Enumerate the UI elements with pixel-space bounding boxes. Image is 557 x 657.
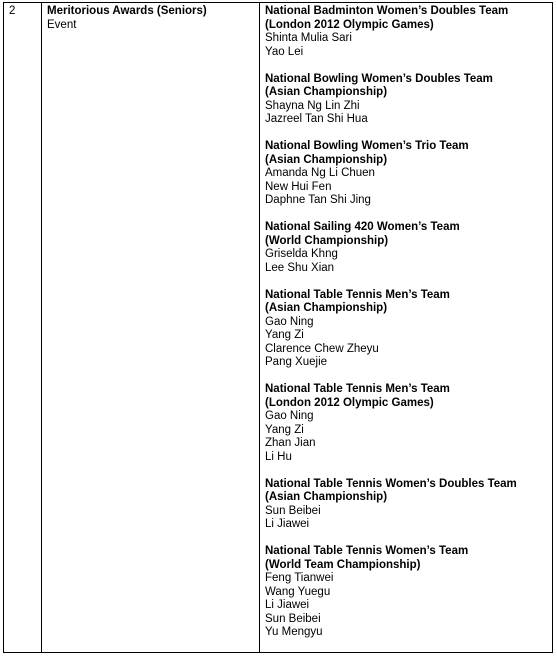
team-entry xyxy=(265,221,547,275)
team-member: Yang Zi xyxy=(265,329,304,341)
awards-table xyxy=(3,2,553,653)
team-event: (World Team Championship) xyxy=(265,558,421,571)
team-entry xyxy=(265,545,547,640)
team-title: National Table Tennis Women’s Team xyxy=(265,545,469,557)
team-event: (Asian Championship) xyxy=(265,302,388,314)
team-entry xyxy=(265,478,547,532)
team-title: National Table Tennis Men’s Team xyxy=(265,288,450,301)
team-member: Li Jiawei xyxy=(265,599,310,611)
team-member: Clarence Chew Zheyu xyxy=(265,342,379,355)
team-member: Gao Ning xyxy=(265,410,314,422)
team-title: National Bowling Women’s Trio Team xyxy=(265,140,469,152)
team-member: Shayna Ng Lin Zhi xyxy=(265,99,360,112)
team-entry xyxy=(265,5,547,59)
team-event: (Asian Championship) xyxy=(265,153,388,166)
team-title: National Badminton Women’s Doubles Team xyxy=(265,5,509,17)
team-entry xyxy=(265,140,547,208)
team-member: Pang Xuejie xyxy=(265,356,328,368)
team-member: Zhan Jian xyxy=(265,437,316,449)
team-member: Lee Shu Xian xyxy=(265,261,335,274)
team-member: Shinta Mulia Sari xyxy=(265,32,352,44)
team-member: Li Jiawei xyxy=(265,518,310,530)
team-member: Feng Tianwei xyxy=(265,572,334,584)
team-member: Amanda Ng Li Chuen xyxy=(265,167,375,179)
row-number-cell xyxy=(4,3,42,653)
team-entry xyxy=(265,73,547,127)
team-title: National Table Tennis Women’s Doubles Team xyxy=(265,477,517,490)
teams-cell xyxy=(260,3,553,653)
team-event: (World Championship) xyxy=(265,234,389,247)
team-event: (London 2012 Olympic Games) xyxy=(265,396,434,409)
team-list xyxy=(265,5,547,640)
category-title: Meritorious Awards (Seniors) xyxy=(47,5,207,17)
team-entry xyxy=(265,289,547,370)
row-number: 2 xyxy=(9,5,16,17)
team-member: New Hui Fen xyxy=(265,180,332,193)
team-title: National Table Tennis Men’s Team xyxy=(265,383,450,395)
category-subtitle: Event xyxy=(47,18,77,31)
team-member: Yao Lei xyxy=(265,45,304,58)
category-cell xyxy=(42,3,260,653)
team-event: (London 2012 Olympic Games) xyxy=(265,18,434,31)
team-member: Li Hu xyxy=(265,450,292,463)
team-member: Sun Beibei xyxy=(265,612,321,625)
team-member: Daphne Tan Shi Jing xyxy=(265,194,371,206)
team-member: Wang Yuegu xyxy=(265,585,331,598)
team-member: Jazreel Tan Shi Hua xyxy=(265,113,368,125)
table-row xyxy=(4,3,553,653)
team-title: National Bowling Women’s Doubles Team xyxy=(265,72,493,85)
team-entry xyxy=(265,383,547,464)
team-title: National Sailing 420 Women’s Team xyxy=(265,221,460,233)
team-member: Yang Zi xyxy=(265,423,304,436)
team-member: Sun Beibei xyxy=(265,504,321,517)
team-event: (Asian Championship) xyxy=(265,491,388,503)
team-member: Griselda Khng xyxy=(265,248,338,260)
team-event: (Asian Championship) xyxy=(265,86,388,98)
team-member: Gao Ning xyxy=(265,315,314,328)
team-member: Yu Mengyu xyxy=(265,626,323,638)
